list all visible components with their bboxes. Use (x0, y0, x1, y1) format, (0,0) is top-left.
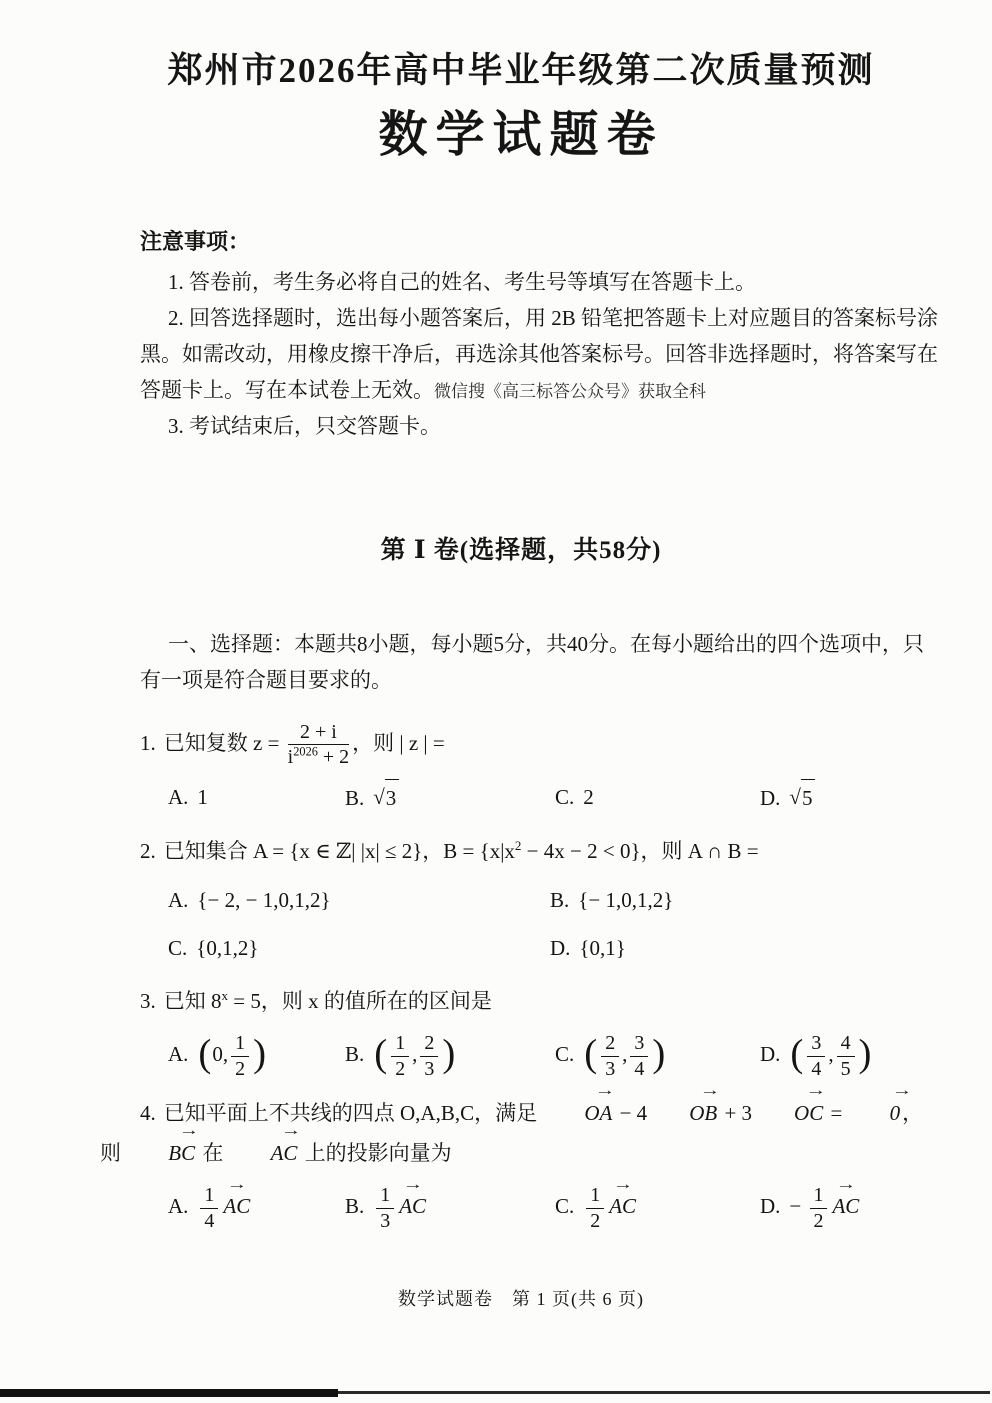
text-run: {0,1,2} (196, 935, 259, 960)
vector-arrow-icon: → (805, 1083, 826, 1100)
option-c (555, 1177, 760, 1233)
text-run: 2 (583, 785, 594, 810)
option-a (168, 1177, 345, 1233)
fraction-denominator (837, 1057, 855, 1081)
vector-base: OC (794, 1101, 824, 1126)
fraction-numerator (376, 1184, 394, 1209)
fraction-numerator (601, 1032, 619, 1057)
fraction-denominator (391, 1057, 409, 1081)
option-label: A. (168, 785, 189, 810)
text-run: , (828, 1041, 834, 1066)
text-run: 1 (590, 1184, 601, 1207)
text-run: − (789, 1194, 807, 1219)
vector-base: AC (609, 1194, 637, 1219)
question-1 (100, 721, 942, 819)
text-run: ，则 (100, 1101, 924, 1166)
big-parenthesis: ( (374, 1031, 388, 1075)
text-run: 在 (197, 1141, 229, 1166)
option-b (550, 882, 942, 920)
fraction (807, 1032, 825, 1081)
notice-item-2-text: 2. 回答选择题时，选出每小题答案后，用 2B 铅笔把答题卡上对应题目的答案标号涂黑。如需改动，用橡皮擦干净后，再选涂其他答案标号。回答非选择题时，将答案写在答题卡上。写在本试卷上无效。 (140, 305, 939, 403)
vector (609, 1177, 637, 1226)
question-stem-text (163, 720, 445, 769)
text-run: 2 (813, 1210, 824, 1233)
option-c (555, 779, 760, 818)
vector-arrow-icon: → (699, 1083, 721, 1100)
fraction (420, 1032, 438, 1081)
text-run: 3 (811, 1031, 822, 1054)
vector-arrow-icon: → (402, 1177, 423, 1194)
radicand: 5 (801, 779, 816, 818)
option-body (197, 785, 208, 809)
option-body (583, 1177, 638, 1233)
big-parenthesis: ) (253, 1031, 267, 1075)
exam-title: 郑州市2026年高中毕业年级第二次质量预测 (167, 51, 875, 90)
square-root (789, 779, 815, 818)
notice-item-1: 1. 答卷前，考生务必将自己的姓名、考生号等填写在答题卡上。 (168, 269, 756, 294)
vector (399, 1177, 427, 1226)
vector-arrow-icon: → (226, 1177, 248, 1194)
fraction-denominator (231, 1057, 249, 1081)
question-3-options (100, 1032, 942, 1081)
section-1-intro: 一、选择题：本题共8小题，每小题5分，共40分。在每小题给出的四个选项中，只有一项是符合题目要求的。 (140, 632, 924, 693)
vector-arrow-icon: → (891, 1083, 913, 1100)
scan-artifact-corner (0, 1389, 338, 1397)
question-2-options (100, 882, 942, 968)
vector-arrow-icon: → (178, 1123, 199, 1140)
vector (832, 1177, 860, 1226)
fraction-numerator (200, 1184, 218, 1209)
question-1-options (100, 779, 942, 818)
option-c (555, 1032, 760, 1081)
vector-base: 0 (889, 1101, 901, 1126)
fraction-denominator (807, 1057, 825, 1081)
vector-arrow-icon: → (612, 1177, 633, 1194)
text-run: 2 (395, 1057, 406, 1080)
fraction (837, 1032, 855, 1081)
notice-item-3: 3. 考试结束后，只交答题卡。 (168, 414, 441, 439)
fraction-numerator (420, 1032, 438, 1057)
fraction (586, 1184, 604, 1233)
fraction-numerator (391, 1032, 409, 1057)
text-run: 3 (380, 1210, 391, 1233)
text-run: + 2 (317, 746, 350, 769)
option-body (583, 1031, 666, 1080)
radical-icon: √ (373, 785, 385, 810)
fraction-denominator (288, 745, 349, 769)
fraction (391, 1032, 409, 1081)
text-run: i (287, 746, 294, 769)
question-stem-text (100, 1083, 924, 1166)
option-label: D. (760, 1194, 781, 1219)
option-b (345, 1032, 555, 1081)
fraction (288, 721, 349, 770)
fraction-numerator (586, 1184, 604, 1209)
text-run: 1 (235, 1031, 246, 1054)
fraction-denominator (630, 1057, 648, 1081)
notice-section (100, 225, 942, 445)
option-b (345, 1177, 555, 1233)
option-body (197, 1031, 267, 1080)
vector-base: OA (584, 1101, 613, 1126)
notice-item-2 (140, 300, 942, 408)
text-run: {− 2, − 1,0,1,2} (197, 888, 331, 913)
option-label: B. (345, 786, 365, 811)
fraction-numerator (630, 1032, 648, 1057)
vector-base: AC (270, 1141, 298, 1166)
option-body (583, 785, 594, 809)
text-run: 2 (424, 1031, 435, 1054)
option-d (760, 1177, 942, 1233)
fraction-numerator (231, 1032, 249, 1057)
text-run: 4 (840, 1031, 851, 1054)
text-run: 已知 8 (163, 988, 222, 1013)
text-run: , (622, 1041, 628, 1066)
option-d (550, 930, 942, 968)
text-run: 1 (813, 1184, 824, 1207)
vector (649, 1083, 721, 1134)
big-parenthesis: ) (858, 1031, 872, 1075)
text-run: {− 1,0,1,2} (578, 888, 674, 913)
vector-arrow-icon: → (835, 1177, 857, 1194)
paper-title: 数学试题卷 (378, 106, 664, 162)
vector (754, 1083, 826, 1134)
option-label: C. (555, 785, 575, 810)
option-body (789, 1031, 872, 1080)
fraction-denominator (601, 1057, 619, 1081)
option-a (168, 1032, 345, 1081)
text-run: 已知集合 A = {x ∈ ℤ| |x| ≤ 2}，B = {x|x (163, 839, 515, 864)
notice-heading: 注意事项： (140, 228, 251, 254)
text-run: , (412, 1041, 418, 1066)
big-parenthesis: ) (442, 1031, 456, 1075)
question-2-stem (140, 832, 942, 872)
radicand: 3 (385, 779, 400, 818)
option-body (373, 1031, 456, 1080)
option-body (789, 1177, 861, 1233)
text-run: = (825, 1101, 848, 1126)
fraction (231, 1032, 249, 1081)
question-3-stem (140, 982, 942, 1022)
question-stem-text (164, 839, 759, 863)
option-label: A. (168, 1041, 189, 1066)
option-body (578, 888, 673, 912)
big-parenthesis: ( (790, 1031, 804, 1075)
fraction (630, 1032, 648, 1081)
option-body (373, 786, 399, 810)
vector-arrow-icon: → (595, 1083, 616, 1100)
text-run: 1 (197, 785, 208, 810)
fraction-denominator (200, 1209, 218, 1233)
option-body (197, 888, 330, 912)
option-c (168, 930, 550, 968)
notice-item-2-note: 微信搜《高三标答公众号》获取全科 (434, 382, 706, 402)
option-body (373, 1177, 428, 1233)
text-run: 2 + i (300, 720, 337, 743)
text-run: 0, (212, 1041, 229, 1066)
option-body (579, 936, 625, 960)
option-body (197, 1177, 252, 1233)
option-label: B. (345, 1194, 365, 1219)
vector-base: BC (168, 1141, 196, 1166)
text-run: 1 (395, 1031, 406, 1054)
text-run: 2 (235, 1057, 246, 1080)
vector-base: AC (832, 1194, 860, 1219)
text-run: = 5，则 x 的值所在的区间是 (228, 988, 492, 1013)
text-run: 已知平面上不共线的四点 O,A,B,C，满足 (163, 1101, 543, 1126)
option-body (196, 936, 258, 960)
text-run: 3 (634, 1031, 645, 1054)
question-2 (100, 832, 942, 967)
fraction (376, 1184, 394, 1233)
big-parenthesis: ) (652, 1031, 666, 1075)
vector-base: AC (399, 1194, 427, 1219)
fraction (810, 1184, 828, 1233)
fraction-numerator (807, 1032, 825, 1057)
text-run: 3 (424, 1057, 435, 1080)
big-parenthesis: ( (584, 1031, 598, 1075)
question-4-stem (100, 1083, 942, 1174)
vector (544, 1083, 616, 1134)
text-run: − 4 (614, 1101, 648, 1126)
fraction-denominator (376, 1209, 394, 1233)
question-number: 1. (140, 730, 156, 755)
vector (128, 1123, 199, 1174)
fraction-numerator (288, 721, 349, 746)
option-d (760, 779, 942, 818)
text-run: 2 (605, 1031, 616, 1054)
option-label: D. (760, 786, 781, 811)
fraction-denominator (810, 1209, 828, 1233)
text-run: 1 (204, 1184, 215, 1207)
text-run: {0,1} (579, 935, 626, 960)
text-run: ，则 | z | = (352, 730, 445, 755)
question-number: 4. (140, 1101, 156, 1126)
text-run: 4 (811, 1057, 822, 1080)
vector-arrow-icon: → (280, 1123, 302, 1140)
option-label: C. (168, 935, 188, 960)
question-number: 3. (140, 988, 156, 1013)
text-run: + 3 (719, 1101, 753, 1126)
text-run: 4 (634, 1057, 645, 1080)
question-stem-text (164, 989, 492, 1013)
option-label: D. (760, 1041, 781, 1066)
option-label: B. (345, 1041, 365, 1066)
option-a (168, 779, 345, 818)
superscript: x (221, 987, 229, 1003)
option-body (789, 786, 815, 810)
question-1-stem (140, 721, 942, 770)
question-3 (100, 982, 942, 1081)
option-label: B. (550, 888, 570, 913)
fraction-denominator (420, 1057, 438, 1081)
superscript: 2026 (293, 744, 318, 759)
option-b (345, 779, 555, 818)
fraction (601, 1032, 619, 1081)
text-run: 5 (840, 1057, 851, 1080)
superscript: 2 (514, 838, 522, 854)
text-run: 3 (605, 1057, 616, 1080)
question-4-options (100, 1177, 942, 1233)
fraction-numerator (837, 1032, 855, 1057)
vector (231, 1123, 302, 1174)
text-run: 上的投影向量为 (299, 1141, 452, 1166)
question-number: 2. (140, 839, 156, 864)
option-label: A. (168, 1194, 189, 1219)
option-a (168, 882, 550, 920)
option-label: A. (168, 888, 189, 913)
vector (850, 1083, 913, 1134)
page-footer: 数学试题卷 第 1 页(共 6 页) (398, 1289, 644, 1310)
vector-base: OB (689, 1101, 718, 1126)
text-run: 已知复数 z = (163, 730, 285, 755)
fraction (200, 1184, 218, 1233)
big-parenthesis: ( (198, 1031, 212, 1075)
option-label: C. (555, 1041, 575, 1066)
section-1-title: 第 Ⅰ 卷(选择题，共58分) (380, 537, 662, 565)
text-run: 4 (204, 1210, 215, 1233)
vector (223, 1177, 251, 1226)
question-4 (100, 1083, 942, 1233)
option-label: C. (555, 1194, 575, 1219)
option-d (760, 1032, 942, 1081)
fraction-numerator (810, 1184, 828, 1209)
text-run: 2 (590, 1210, 601, 1233)
option-label: D. (550, 935, 571, 960)
square-root (373, 779, 399, 818)
vector-base: AC (223, 1194, 251, 1219)
text-run: − 4x − 2 < 0}，则 A ∩ B = (521, 839, 759, 864)
radical-icon: √ (789, 785, 801, 810)
text-run: 1 (380, 1184, 391, 1207)
fraction-denominator (586, 1209, 604, 1233)
